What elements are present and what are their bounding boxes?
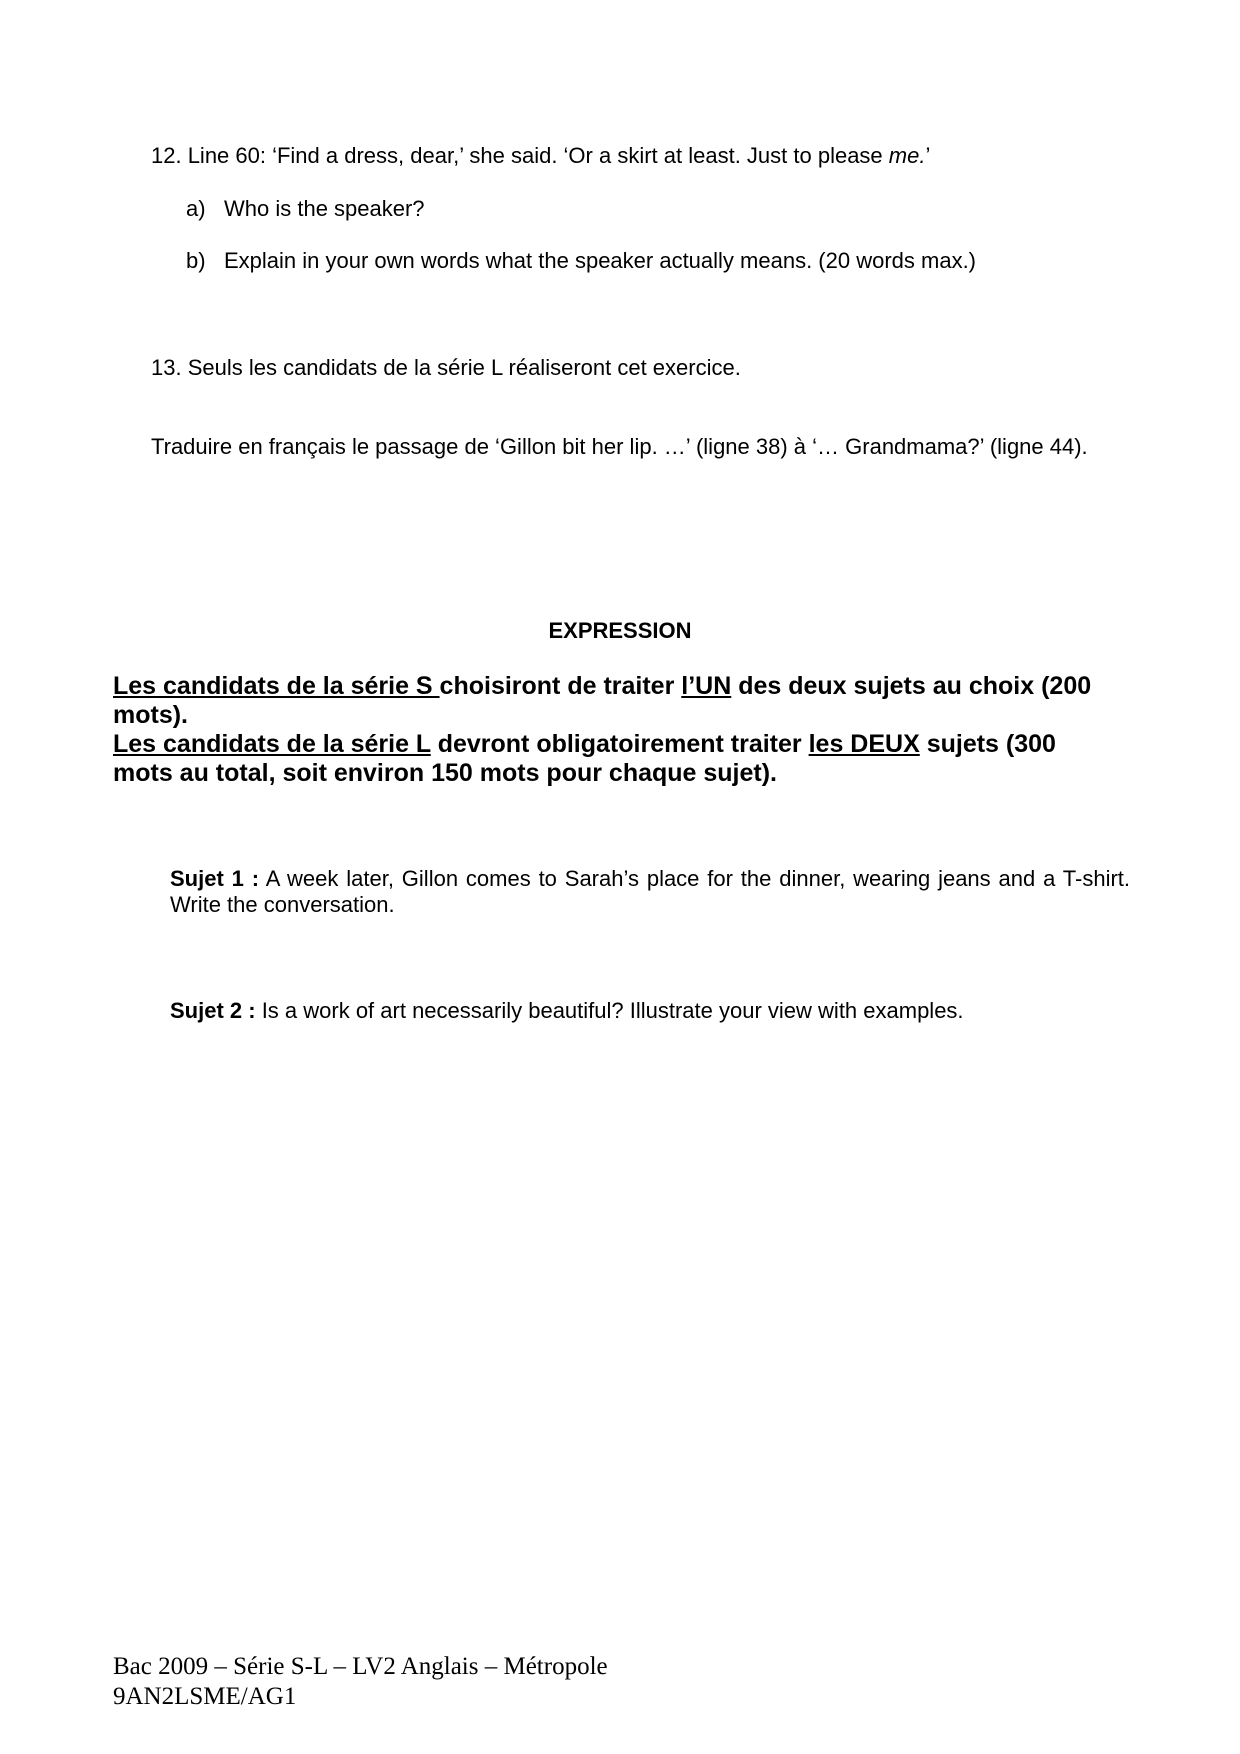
footer-code: 9AN2LSME/AG1 [113,1683,297,1710]
question-12-emphasis: me. [888,143,926,168]
question-12-closing: ’ [925,143,931,168]
question-12 [151,143,930,169]
question-12b [186,248,976,274]
instruction-s-candidates: Les candidats de la série S [113,672,440,700]
translation-instruction: Traduire en français le passage de ‘Gillon bit her lip. …’ (ligne 38) à ‘… Grandmama?’ (ligne 44). [151,434,1088,459]
sujet-2-label: Sujet 2 : [170,998,256,1023]
sujet-2-text: Is a work of art necessarily beautiful? Illustrate your view with examples. [255,998,964,1023]
instruction-s-text: choisiront de traiter [439,672,682,700]
question-12a-letter: a) [186,196,206,221]
question-13: 13. Seuls les candidats de la série L réaliseront cet exercice. [151,355,741,380]
sujet-2 [170,998,1130,1024]
question-12b-text: Explain in your own words what the speaker actually means. (20 words max.) [224,248,977,273]
instruction-s-un: l’UN [681,672,732,700]
instruction-s-rest: des deux sujets au choix (200 mots). [113,672,1092,729]
instruction-l-rest: sujets (300 mots au total, soit environ 150 mots pour chaque sujet). [113,730,1056,787]
sujet-1-text: A week later, Gillon comes to Sarah’s place for the dinner, wearing jeans and a T-shirt. Write the conversation. [170,866,1131,917]
question-12b-letter: b) [186,248,206,273]
sujet-1-label: Sujet 1 : [170,866,260,891]
footer-exam-line: Bac 2009 – Série S-L – LV2 Anglais – Métropole [113,1653,608,1680]
page-footer [113,1652,608,1712]
expression-instructions [113,672,1113,788]
instruction-serie-s [113,672,1113,730]
question-12-text: 12. Line 60: ‘Find a dress, dear,’ she said. ‘Or a skirt at least. Just to please [151,143,889,168]
question-12a [186,196,425,222]
sujet-1 [170,866,1130,918]
instruction-serie-l [113,730,1113,788]
instruction-l-candidates: Les candidats de la série L [113,730,431,758]
instruction-l-deux: les DEUX [808,730,920,758]
section-title: EXPRESSION [548,618,692,643]
instruction-l-text: devront obligatoirement traiter [430,730,809,758]
question-12a-text: Who is the speaker? [224,196,425,221]
